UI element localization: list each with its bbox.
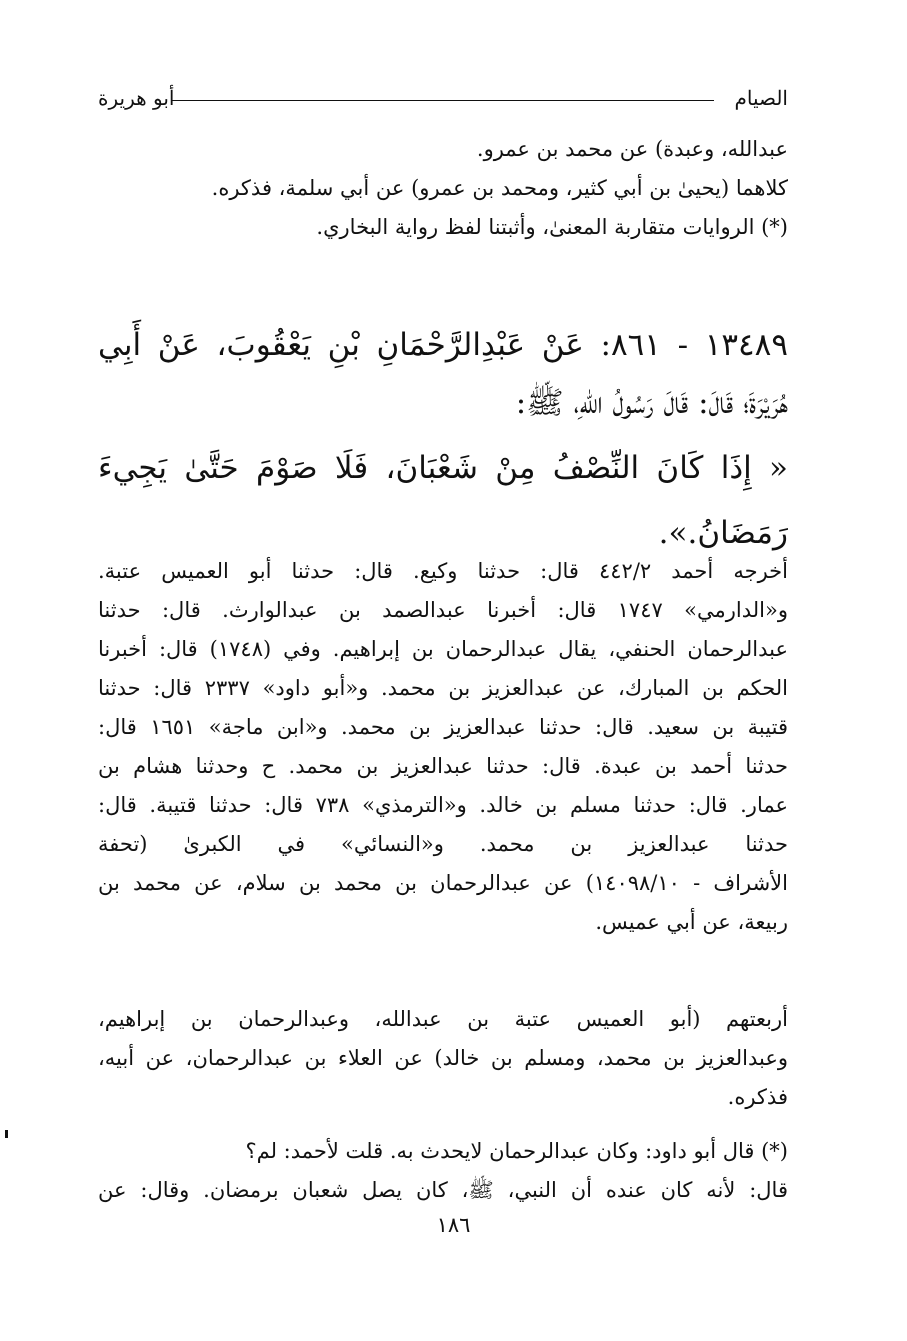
header-narrator-name: أبو هريرة — [98, 86, 175, 110]
text-line: ربيعة، عن أبي عميس. — [595, 910, 788, 934]
text-line: حدثنا أحمد بن عبدة. قال: حدثنا عبدالعزيز بن محمد. ح وحدثنا هشام بن — [98, 754, 788, 778]
text-line: الأشراف - ١٤٠٩٨/١٠) عن عبدالرحمان بن محمد بن سلام، عن محمد بن — [98, 871, 788, 895]
arbaatuhum-paragraph — [98, 1000, 788, 1117]
scan-edge-mark — [5, 1130, 8, 1138]
text-line: عبدالله، وعبدة) عن محمد بن عمرو. — [476, 137, 788, 161]
text-line: (*) الروايات متقاربة المعنىٰ، وأثبتنا لفظ رواية البخاري. — [316, 215, 788, 239]
hadith-line: ١٣٤٨٩ - ٨٦١: عَنْ عَبْدِالرَّحْمَانِ بْنِ يَعْقُوبَ، عَنْ أَبِي — [98, 327, 788, 363]
text-line: كلاهما (يحيىٰ بن أبي كثير، ومحمد بن عمرو) عن أبي سلمة، فذكره. — [211, 176, 788, 200]
hadith-line: « إِذَا كَانَ النِّصْفُ مِنْ شَعْبَانَ، فَلَا صَوْمَ حَتَّىٰ يَجِيءَ — [98, 450, 788, 486]
text-line: الحكم بن المبارك، عن عبدالعزيز بن محمد. و«أبو داود» ٢٣٣٧ قال: حدثنا — [98, 676, 788, 700]
text-line: (*) قال أبو داود: وكان عبدالرحمان لايحدث به. قلت لأحمد: لم؟ — [245, 1139, 788, 1163]
text-line: وعبدالعزيز بن محمد، ومسلم بن خالد) عن العلاء بن عبدالرحمان، عن أبيه، — [98, 1046, 788, 1070]
header-chapter-title: الصيام — [734, 86, 788, 110]
text-line: أخرجه أحمد ٤٤٢/٢ قال: حدثنا وكيع. قال: حدثنا أبو العميس عتبة. — [98, 559, 788, 583]
footnote-paragraph — [98, 1132, 788, 1210]
page-number: ١٨٦ — [436, 1213, 471, 1237]
text-line: عمار. قال: حدثنا مسلم بن خالد. و«الترمذي» ٧٣٨ قال: حدثنا قتيبة. قال: — [98, 793, 788, 817]
text-line: حدثنا عبدالعزيز بن محمد. و«النسائي» في الكبرىٰ (تحفة — [98, 832, 788, 856]
text-line: فذكره. — [727, 1085, 788, 1109]
text-line: أربعتهم (أبو العميس عتبة بن عبدالله، وعبدالرحمان بن إبراهيم، — [98, 1007, 788, 1031]
hadith-text — [98, 316, 788, 562]
intro-paragraph — [98, 130, 788, 247]
hadith-line: هُرَيْرَةَ؛ قَالَ: قَالَ رَسُولُ اللهِ، ﷺ: — [515, 385, 788, 421]
text-line: قتيبة بن سعيد. قال: حدثنا عبدالعزيز بن محمد. و«ابن ماجة» ١٦٥١ قال: — [98, 715, 788, 739]
text-line: و«الدارمي» ١٧٤٧ قال: أخبرنا عبدالصمد بن عبدالوارث. قال: حدثنا — [98, 598, 788, 622]
text-line: عبدالرحمان الحنفي، يقال عبدالرحمان بن إبراهيم. وفي (١٧٤٨) قال: أخبرنا — [98, 637, 788, 661]
header-rule — [172, 100, 714, 101]
running-header — [98, 86, 788, 118]
hadith-line: رَمَضَانُ.». — [658, 515, 788, 551]
takhrij-paragraph — [98, 552, 788, 942]
text-line: قال: لأنه كان عنده أن النبي، ﷺ، كان يصل شعبان برمضان. وقال: عن — [98, 1178, 788, 1202]
